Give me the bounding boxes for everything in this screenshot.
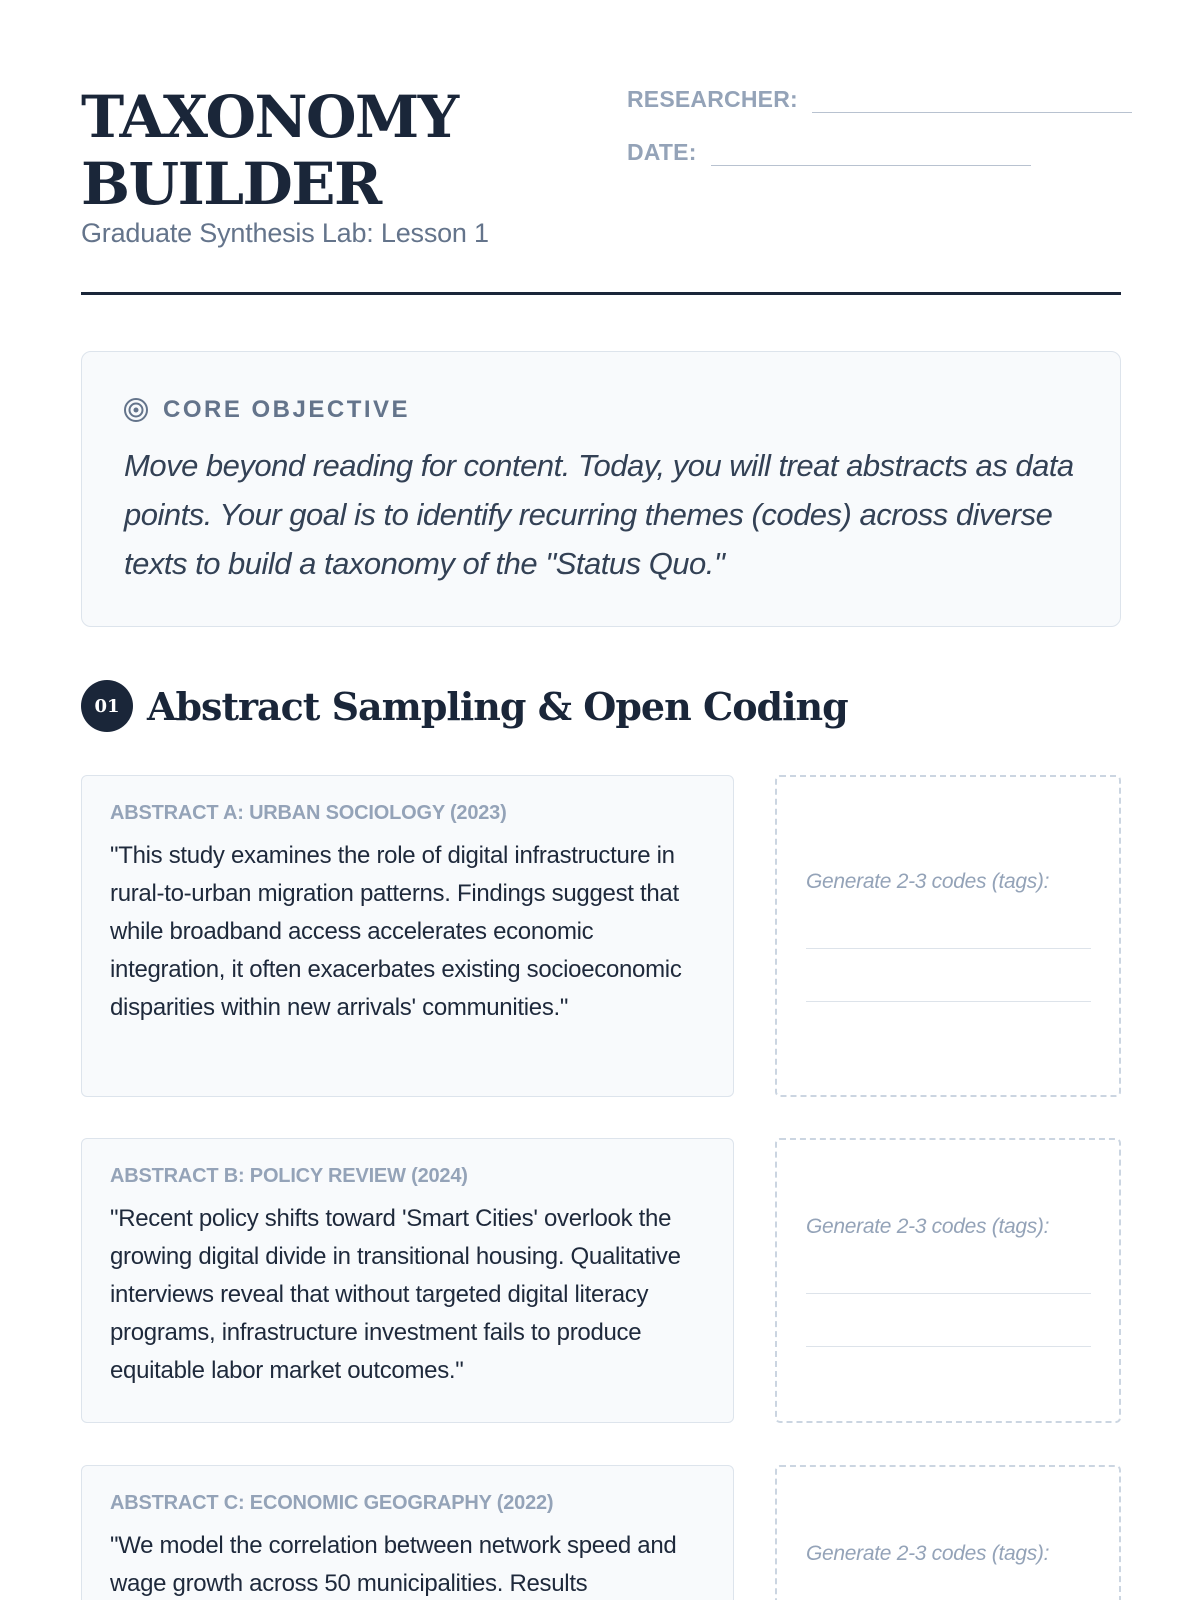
objective-text: Move beyond reading for content. Today, you will treat abstracts as data points. Your goal is to identify recurring themes (codes) across diverse texts to build a taxonomy of the "Status Quo.": [124, 448, 1074, 581]
code-answer-line[interactable]: [806, 948, 1091, 949]
code-box-c[interactable]: [775, 1465, 1121, 1600]
objective-label: CORE OBJECTIVE: [163, 396, 411, 423]
abstract-label: ABSTRACT A: URBAN SOCIOLOGY (2023): [110, 802, 507, 824]
abstract-label: ABSTRACT C: ECONOMIC GEOGRAPHY (2022): [110, 1492, 554, 1514]
code-answer-line[interactable]: [806, 1346, 1091, 1347]
page-subtitle: Graduate Synthesis Lab: Lesson 1: [81, 218, 489, 248]
abstract-text: "Recent policy shifts toward 'Smart Cities' overlook the growing digital divide in transitional housing. Qualitative interviews reveal that without targeted digital literacy programs, infrastructure investment fails to produce equitable labor market outcomes.": [110, 1205, 681, 1384]
section-number-badge: 01: [81, 680, 133, 732]
abstract-text: "This study examines the role of digital infrastructure in rural-to-urban migration patterns. Findings suggest that while broadband access accelerates economic integration, it often exacerbates existing socioeconomic disparities within new arrivals' communities.": [110, 842, 682, 1021]
abstract-card-a: [81, 775, 734, 1097]
title-line-2: BUILDER: [81, 150, 381, 218]
code-prompt: Generate 2-3 codes (tags):: [806, 1215, 1050, 1238]
code-answer-line[interactable]: [806, 1001, 1091, 1002]
date-label: DATE:: [627, 139, 697, 165]
researcher-field: [627, 86, 1132, 113]
worksheet-header: [81, 0, 1121, 297]
code-prompt: Generate 2-3 codes (tags):: [806, 1542, 1050, 1565]
section-title: Abstract Sampling & Open Coding: [147, 683, 848, 729]
code-answer-line[interactable]: [806, 1293, 1091, 1294]
researcher-label: RESEARCHER:: [627, 86, 798, 112]
researcher-blank[interactable]: [812, 93, 1132, 113]
abstract-label: ABSTRACT B: POLICY REVIEW (2024): [110, 1165, 468, 1187]
core-objective-box: [81, 351, 1121, 627]
code-prompt: Generate 2-3 codes (tags):: [806, 870, 1050, 893]
worksheet-page: [81, 0, 1121, 1597]
date-blank[interactable]: [711, 146, 1031, 166]
abstract-card-c: [81, 1465, 734, 1600]
title-line-1: TAXONOMY: [81, 83, 458, 151]
page-title: [81, 84, 458, 218]
abstract-card-b: [81, 1138, 734, 1423]
code-box-b[interactable]: [775, 1138, 1121, 1423]
code-box-a[interactable]: [775, 775, 1121, 1097]
date-field: [627, 139, 1031, 166]
target-icon: [123, 397, 149, 423]
abstract-text: "We model the correlation between network speed and wage growth across 50 municipalities. Results: [110, 1532, 677, 1597]
objective-heading: [123, 396, 410, 424]
header-divider: [81, 292, 1121, 295]
section-heading: [81, 680, 848, 732]
